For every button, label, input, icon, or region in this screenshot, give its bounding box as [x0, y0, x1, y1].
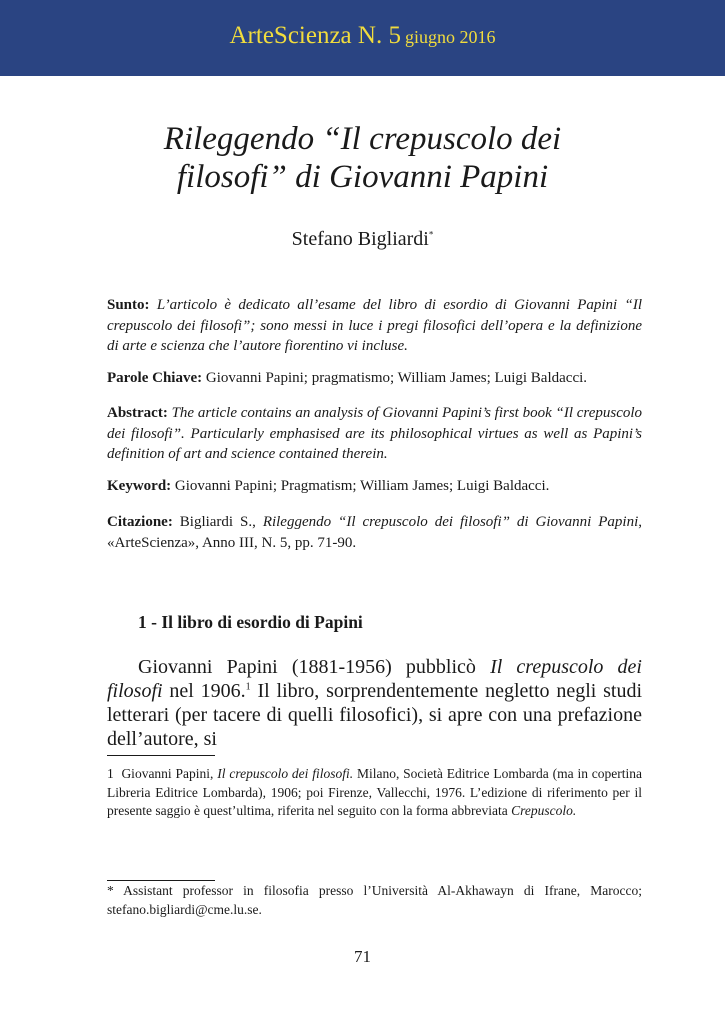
parole-chiave-block: [107, 368, 642, 389]
citazione-prefix: Bigliardi S.,: [179, 514, 256, 530]
author-note: * Assistant professor in filosofia presso l’Università Al-Akhawayn di Ifrane, Marocco; stefano.bigliardi@cme.lu.se.: [107, 883, 642, 917]
sunto-label: Sunto:: [107, 297, 150, 313]
footnote-ref-1: 1: [245, 681, 251, 693]
author-line: [0, 228, 725, 251]
footnote-divider: [107, 755, 215, 756]
article-title: [100, 120, 625, 196]
section-heading: 1 - Il libro di esordio di Papini: [138, 612, 363, 632]
footnote-1: [107, 765, 642, 821]
title-line-1: Rileggendo “Il crepuscolo dei: [163, 121, 562, 157]
footnote-1-number: 1: [107, 766, 114, 781]
footnote-1-text-a: Giovanni Papini,: [121, 766, 214, 781]
sunto-block: [107, 295, 642, 357]
keyword-label: Keyword:: [107, 478, 172, 494]
parole-chiave-text: Giovanni Papini; pragmatismo; William James; Luigi Baldacci.: [205, 370, 588, 386]
body-paragraph: [107, 655, 642, 751]
issue-date: giugno 2016: [404, 27, 496, 47]
keyword-text: Giovanni Papini; Pragmatism; William James; Luigi Baldacci.: [174, 478, 550, 494]
abstract-block: [107, 403, 642, 465]
author-footnote-mark: *: [428, 229, 434, 240]
title-line-2: filosofi” di Giovanni Papini: [176, 159, 549, 195]
abstract-text: The article contains an analysis of Giovanni Papini’s first book “Il crepuscolo dei filosofi”. Particularly emphasised are its philosophical virtues as well as Papini’s definition of art and science contained therein.: [107, 405, 643, 462]
author-note-divider: [107, 880, 215, 881]
body-book-title: Il crepuscolo dei filosofi: [107, 656, 642, 702]
page-number: 71: [354, 947, 371, 966]
journal-header-bar: [0, 0, 725, 76]
sunto-text: L’articolo è dedicato all’esame del libro di esordio di Giovanni Papini “Il crepuscolo dei filosofi”; sono messi in luce i pregi filosofici dell’opera e la definizione di arte e scienza che l’autore fiorentino vi incluse.: [107, 297, 642, 354]
author-name: Stefano Bigliardi: [291, 228, 429, 250]
journal-header: [0, 22, 725, 50]
citazione-block: [107, 512, 642, 553]
footnote-1-title: Il crepuscolo dei filosofi.: [217, 766, 354, 781]
footnote-1-short-title: Crepuscolo.: [511, 803, 577, 818]
abstract-label: Abstract:: [107, 405, 168, 421]
citazione-label: Citazione:: [107, 514, 173, 530]
body-text-c: Il libro, sorprendentemente negletto negli studi letterari (per tacere di quelli filosofici), si apre con una prefazione dell’autore, si: [107, 680, 643, 750]
citazione-suffix: , «ArteScienza», Anno III, N. 5, pp. 71-90.: [107, 514, 643, 551]
body-text-b: nel 1906.: [169, 680, 246, 702]
citazione-title: Rileggendo “Il crepuscolo dei filosofi” di Giovanni Papini: [262, 514, 639, 530]
footnote-1-text-b: Milano, Società Editrice Lombarda (ma in copertina Libreria Editrice Lombarda), 1906; poi Firenze, Vallecchi, 1976. L’edizione di riferimento per il presente saggio è quest’ultima, riferita nel seguito con la forma abbreviata: [107, 766, 643, 818]
body-text-a: Giovanni Papini (1881-1956) pubblicò: [138, 656, 476, 678]
journal-title: ArteScienza N. 5: [229, 22, 401, 49]
parole-chiave-label: Parole Chiave:: [107, 370, 203, 386]
keyword-block: [107, 476, 642, 497]
